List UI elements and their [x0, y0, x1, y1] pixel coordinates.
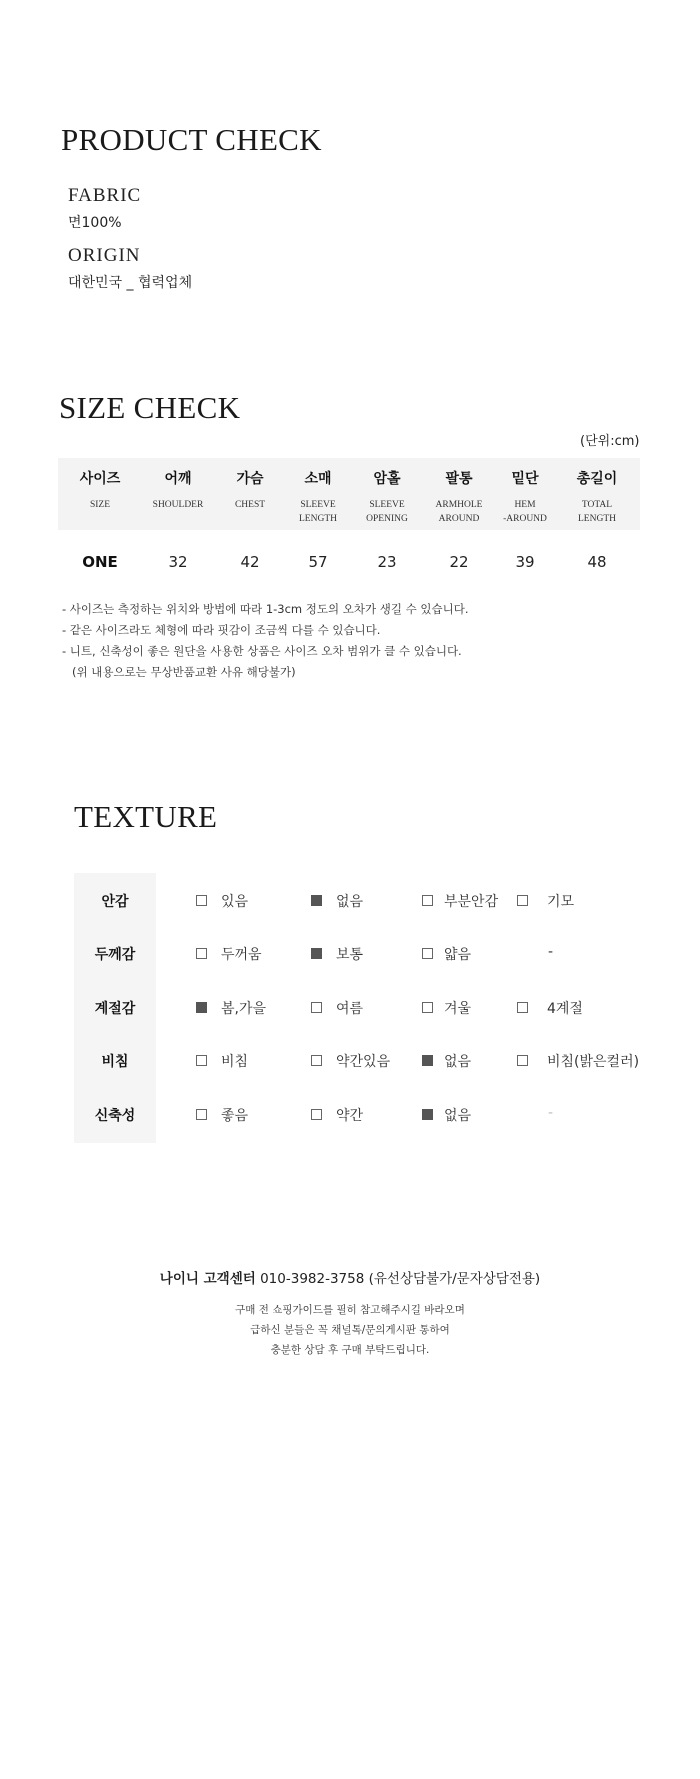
texture-row-label: 비침 [101, 1054, 129, 1070]
texture-option-label: 보통 [336, 947, 364, 963]
size-col-header-en [215, 498, 285, 512]
checkbox-unchecked[interactable] [196, 1109, 207, 1120]
checkbox-unchecked[interactable] [517, 1002, 528, 1013]
size-col-header-en [490, 498, 560, 526]
size-col-header-en [424, 498, 494, 526]
size-col-header [352, 468, 422, 526]
size-col-header [562, 468, 632, 526]
size-row-label: ONE [82, 553, 118, 571]
texture-row-label: 신축성 [94, 1108, 136, 1124]
size-col-header [490, 468, 560, 526]
texture-option-label: 4계절 [547, 1001, 583, 1017]
texture-option-label: 없음 [444, 1108, 472, 1124]
customer-center-phone: 010-3982-3758 (유선상담불가/문자상담전용) [260, 1271, 541, 1287]
checkbox-unchecked[interactable] [517, 895, 528, 906]
size-col-header-en-line1: SLEEVE [369, 500, 405, 510]
size-col-header-ko: 사이즈 [79, 471, 121, 487]
footer-line-1: 구매 전 쇼핑가이드를 필히 참고해주시길 바라오며 [235, 1304, 465, 1316]
size-note-3: - 니트, 신축성이 좋은 원단을 사용한 상품은 사이즈 오차 범위가 클 수 있습니다. [62, 644, 462, 658]
texture-option-label: 부분안감 [444, 894, 499, 910]
size-col-header-en-line1: HEM [514, 500, 536, 510]
texture-title: TEXTURE [74, 799, 218, 834]
texture-option-label: 있음 [221, 894, 249, 910]
texture-option-label: 여름 [336, 1001, 364, 1017]
size-check-title: SIZE CHECK [59, 390, 241, 425]
texture-row-label: 두께감 [94, 947, 136, 963]
footer-line-2: 급하신 분들은 꼭 채널톡/문의게시판 통하여 [250, 1324, 450, 1336]
size-row-value: 57 [308, 553, 328, 571]
size-col-header-ko: 가슴 [236, 471, 264, 487]
size-note-4: (위 내용으로는 무상반품교환 사유 해당불가) [72, 665, 296, 679]
size-col-header-en-line2: AROUND [438, 514, 480, 524]
size-col-header-en [283, 498, 353, 526]
size-col-header [65, 468, 135, 512]
texture-row-label: 계절감 [94, 1001, 136, 1017]
size-unit: (단위:cm) [580, 434, 640, 449]
fabric-value: 면100% [68, 215, 122, 231]
size-col-header-en-line1: TOTAL [581, 500, 613, 510]
texture-option-label: 두꺼움 [221, 947, 262, 963]
size-col-header-en-line1: SHOULDER [152, 500, 204, 510]
size-col-header-ko: 소매 [304, 471, 332, 487]
product-check-title: PRODUCT CHECK [61, 122, 322, 157]
size-col-header-ko: 어깨 [164, 471, 192, 487]
size-note-1: - 사이즈는 측정하는 위치와 방법에 따라 1-3cm 정도의 오차가 생길 수 있습니다. [62, 602, 469, 616]
texture-dash: - [548, 944, 554, 960]
checkbox-checked[interactable] [196, 1002, 207, 1013]
size-row-value: 32 [168, 553, 188, 571]
size-col-header [424, 468, 494, 526]
size-col-header-en [352, 498, 422, 526]
size-col-header-en-line2: OPENING [366, 514, 408, 524]
texture-option-label: 없음 [444, 1054, 472, 1070]
texture-option-label: 겨울 [444, 1001, 472, 1017]
size-row-value: 42 [240, 553, 260, 571]
size-col-header-en [143, 498, 213, 512]
size-col-header-en-line2: LENGTH [578, 514, 616, 524]
size-col-header-ko: 총길이 [576, 471, 618, 487]
customer-center-name: 나이니 고객센터 [159, 1271, 256, 1287]
origin-value: 대한민국 _ 협력업체 [68, 275, 193, 291]
size-col-header-en [65, 498, 135, 512]
checkbox-unchecked[interactable] [196, 948, 207, 959]
checkbox-unchecked[interactable] [196, 1055, 207, 1066]
size-col-header [143, 468, 213, 512]
texture-dash: - [548, 1105, 554, 1121]
texture-option-label: 비침(밝은컬러) [547, 1054, 640, 1070]
fabric-label: FABRIC [68, 185, 142, 206]
size-note-2: - 같은 사이즈라도 체형에 따라 핏감이 조금씩 다를 수 있습니다. [62, 623, 381, 637]
checkbox-checked[interactable] [422, 1055, 433, 1066]
checkbox-checked[interactable] [311, 948, 322, 959]
size-row-value: 48 [587, 553, 607, 571]
texture-option-label: 약간 [336, 1108, 364, 1124]
texture-row-label: 안감 [101, 894, 129, 910]
size-col-header-en-line1: SIZE [89, 500, 111, 510]
texture-option-label: 없음 [336, 894, 364, 910]
texture-option-label: 봄,가을 [221, 1001, 267, 1017]
size-col-header-en [562, 498, 632, 526]
checkbox-unchecked[interactable] [311, 1002, 322, 1013]
texture-option-label: 약간있음 [336, 1054, 391, 1070]
size-col-header-ko: 팔통 [445, 471, 473, 487]
checkbox-unchecked[interactable] [196, 895, 207, 906]
checkbox-unchecked[interactable] [311, 1109, 322, 1120]
checkbox-checked[interactable] [311, 895, 322, 906]
texture-option-label: 기모 [547, 894, 575, 910]
texture-option-label: 비침 [221, 1054, 249, 1070]
size-col-header-en-line2: LENGTH [299, 514, 337, 524]
origin-label: ORIGIN [68, 245, 141, 266]
texture-option-label: 좋음 [221, 1108, 249, 1124]
size-col-header-ko: 밑단 [511, 471, 539, 487]
size-col-header-en-line2: -AROUND [503, 514, 547, 524]
customer-center [0, 1267, 700, 1287]
checkbox-unchecked[interactable] [422, 895, 433, 906]
size-col-header [215, 468, 285, 512]
size-col-header-en-line1: CHEST [234, 500, 266, 510]
size-col-header [283, 468, 353, 526]
checkbox-unchecked[interactable] [422, 1002, 433, 1013]
size-row-value: 39 [515, 553, 535, 571]
size-col-header-en-line1: SLEEVE [300, 500, 336, 510]
checkbox-unchecked[interactable] [311, 1055, 322, 1066]
checkbox-unchecked[interactable] [422, 948, 433, 959]
size-col-header-en-line1: ARMHOLE [435, 500, 483, 510]
checkbox-unchecked[interactable] [517, 1055, 528, 1066]
size-row-value: 22 [449, 553, 469, 571]
size-row-value: 23 [377, 553, 397, 571]
footer-line-3: 충분한 상담 후 구매 부탁드립니다. [270, 1344, 430, 1356]
checkbox-checked[interactable] [422, 1109, 433, 1120]
size-col-header-ko: 암홀 [373, 471, 401, 487]
texture-option-label: 얇음 [444, 947, 472, 963]
